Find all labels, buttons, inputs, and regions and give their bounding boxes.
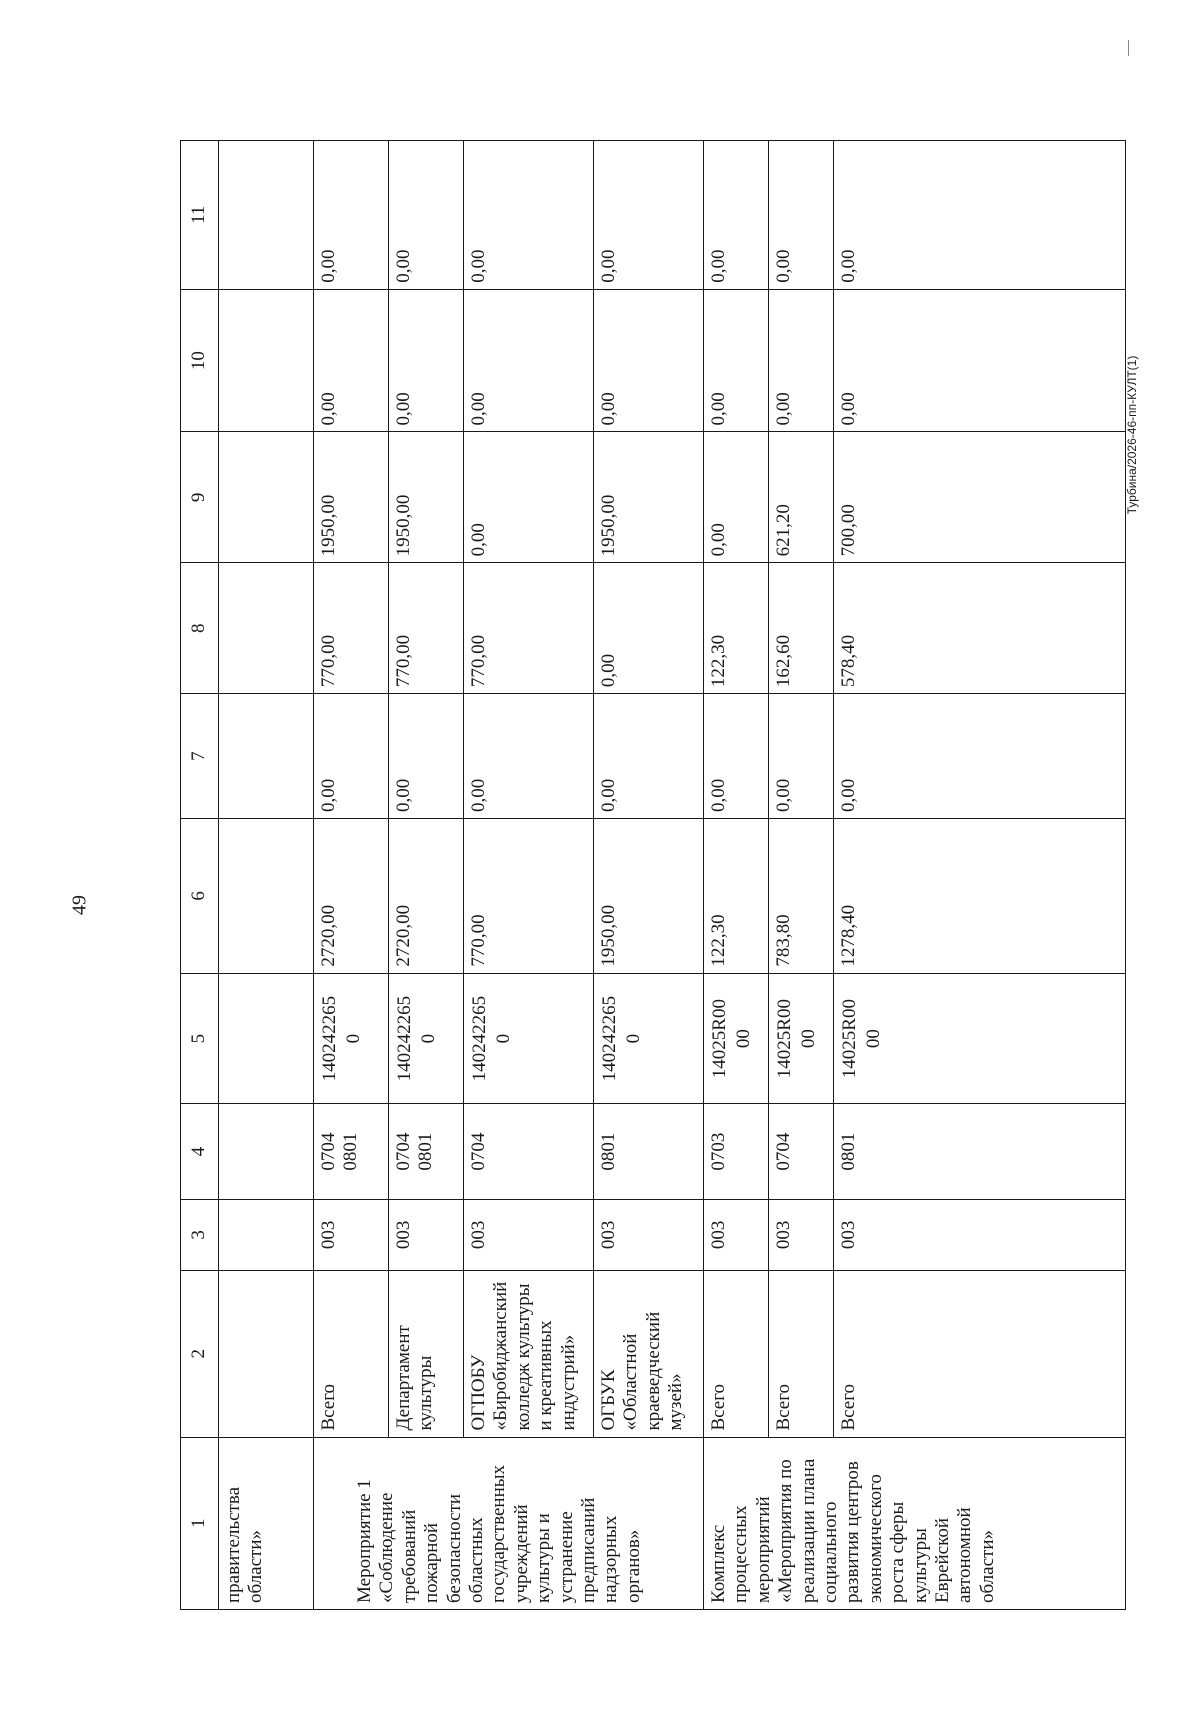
cell-c9: 0,00 xyxy=(704,432,769,563)
header-col-8: 8 xyxy=(181,563,219,694)
cell-c11: 0,00 xyxy=(769,141,834,290)
empty-cell xyxy=(219,1271,314,1438)
cell-c10: 0,00 xyxy=(834,289,1126,432)
cell-c11: 0,00 xyxy=(464,141,594,290)
table-row xyxy=(464,141,594,1610)
row-label: Департамент культуры xyxy=(389,1271,464,1438)
table-row xyxy=(314,141,389,1610)
cell-c10: 0,00 xyxy=(704,289,769,432)
block2-description: Комплекс процессных мероприятий «Мероприятия по реализации плана социального развития центров экономического роста сферы культуры Еврейской автономной области» xyxy=(704,1437,1126,1609)
empty-cell xyxy=(219,694,314,819)
cell-c8: 122,30 xyxy=(704,563,769,694)
cell-c3: 003 xyxy=(769,1199,834,1270)
cell-c11: 0,00 xyxy=(594,141,704,290)
cell-c8: 0,00 xyxy=(594,563,704,694)
empty-cell xyxy=(219,432,314,563)
cell-c3: 003 xyxy=(834,1199,1126,1270)
continuation-text: правительства области» xyxy=(219,1437,314,1609)
cell-c8: 578,40 xyxy=(834,563,1126,694)
row-label: Всего xyxy=(314,1271,389,1438)
empty-cell xyxy=(219,973,314,1104)
cell-c4: 0703 xyxy=(704,1104,769,1199)
cell-c8: 162,60 xyxy=(769,563,834,694)
table-row xyxy=(389,141,464,1610)
header-col-10: 10 xyxy=(181,289,219,432)
cell-c7: 0,00 xyxy=(704,694,769,819)
header-col-9: 9 xyxy=(181,432,219,563)
cell-c6: 1278,40 xyxy=(834,819,1126,974)
row-label: ОГБУК «Областной краеведческий музей» xyxy=(594,1271,704,1438)
empty-cell xyxy=(219,289,314,432)
cell-c7: 0,00 xyxy=(769,694,834,819)
cell-c5: 14025R00 00 xyxy=(704,973,769,1104)
cell-c4: 0801 xyxy=(834,1104,1126,1199)
scan-edge-mark-top xyxy=(1128,40,1129,56)
cell-c8: 770,00 xyxy=(464,563,594,694)
cell-c10: 0,00 xyxy=(594,289,704,432)
cell-c9: 1950,00 xyxy=(389,432,464,563)
cell-c3: 003 xyxy=(464,1199,594,1270)
cell-c10: 0,00 xyxy=(314,289,389,432)
header-col-2: 2 xyxy=(181,1271,219,1438)
continuation-row xyxy=(219,141,314,1610)
row-label: Всего xyxy=(834,1271,1126,1438)
budget-table-wrapper xyxy=(180,140,1125,1610)
cell-c11: 0,00 xyxy=(704,141,769,290)
cell-c3: 003 xyxy=(594,1199,704,1270)
cell-c9: 1950,00 xyxy=(314,432,389,563)
cell-c3: 003 xyxy=(314,1199,389,1270)
cell-c11: 0,00 xyxy=(314,141,389,290)
cell-c4: 0704 0801 xyxy=(314,1104,389,1199)
cell-c7: 0,00 xyxy=(464,694,594,819)
cell-c5: 14025R00 00 xyxy=(834,973,1126,1104)
cell-c5: 14025R00 00 xyxy=(769,973,834,1104)
empty-cell xyxy=(219,1199,314,1270)
cell-c9: 700,00 xyxy=(834,432,1126,563)
cell-c6: 2720,00 xyxy=(389,819,464,974)
row-label: Всего xyxy=(704,1271,769,1438)
block1-description: Мероприятие 1 «Соблюдение требований пожарной безопасности областных государственных учреждений культуры и устранение предписаний надзорных органов» xyxy=(314,1437,704,1609)
table-row xyxy=(704,141,769,1610)
cell-c4: 0704 xyxy=(464,1104,594,1199)
row-label: ОГПОБУ «Биробиджанский колледж культуры и креативных индустрий» xyxy=(464,1271,594,1438)
cell-c9: 621,20 xyxy=(769,432,834,563)
cell-c9: 0,00 xyxy=(464,432,594,563)
cell-c6: 1950,00 xyxy=(594,819,704,974)
cell-c10: 0,00 xyxy=(769,289,834,432)
budget-table-rotated xyxy=(180,140,1125,1610)
header-col-11: 11 xyxy=(181,141,219,290)
budget-table xyxy=(180,140,1126,1610)
cell-c6: 783,80 xyxy=(769,819,834,974)
cell-c7: 0,00 xyxy=(834,694,1126,819)
cell-c8: 770,00 xyxy=(314,563,389,694)
cell-c7: 0,00 xyxy=(314,694,389,819)
header-col-1: 1 xyxy=(181,1437,219,1609)
row-label: Всего xyxy=(769,1271,834,1438)
cell-c5: 140242265 0 xyxy=(314,973,389,1104)
header-col-7: 7 xyxy=(181,694,219,819)
cell-c7: 0,00 xyxy=(389,694,464,819)
cell-c6: 2720,00 xyxy=(314,819,389,974)
cell-c4: 0704 xyxy=(769,1104,834,1199)
empty-cell xyxy=(219,1104,314,1199)
header-col-4: 4 xyxy=(181,1104,219,1199)
header-col-3: 3 xyxy=(181,1199,219,1270)
table-row xyxy=(769,141,834,1610)
page-number: 49 xyxy=(68,895,91,915)
document-code: Турбина/2026-46-пп-КУЛТ(1) xyxy=(1125,355,1139,515)
table-row xyxy=(834,141,1126,1610)
cell-c10: 0,00 xyxy=(464,289,594,432)
cell-c7: 0,00 xyxy=(594,694,704,819)
cell-c5: 140242265 0 xyxy=(594,973,704,1104)
cell-c6: 770,00 xyxy=(464,819,594,974)
cell-c4: 0704 0801 xyxy=(389,1104,464,1199)
cell-c3: 003 xyxy=(704,1199,769,1270)
empty-cell xyxy=(219,819,314,974)
header-col-5: 5 xyxy=(181,973,219,1104)
table-row xyxy=(594,141,704,1610)
empty-cell xyxy=(219,141,314,290)
cell-c4: 0801 xyxy=(594,1104,704,1199)
cell-c3: 003 xyxy=(389,1199,464,1270)
cell-c5: 140242265 0 xyxy=(464,973,594,1104)
cell-c5: 140242265 0 xyxy=(389,973,464,1104)
cell-c11: 0,00 xyxy=(389,141,464,290)
cell-c8: 770,00 xyxy=(389,563,464,694)
cell-c11: 0,00 xyxy=(834,141,1126,290)
cell-c10: 0,00 xyxy=(389,289,464,432)
empty-cell xyxy=(219,563,314,694)
header-col-6: 6 xyxy=(181,819,219,974)
cell-c6: 122,30 xyxy=(704,819,769,974)
table-header-row xyxy=(181,141,219,1610)
cell-c9: 1950,00 xyxy=(594,432,704,563)
